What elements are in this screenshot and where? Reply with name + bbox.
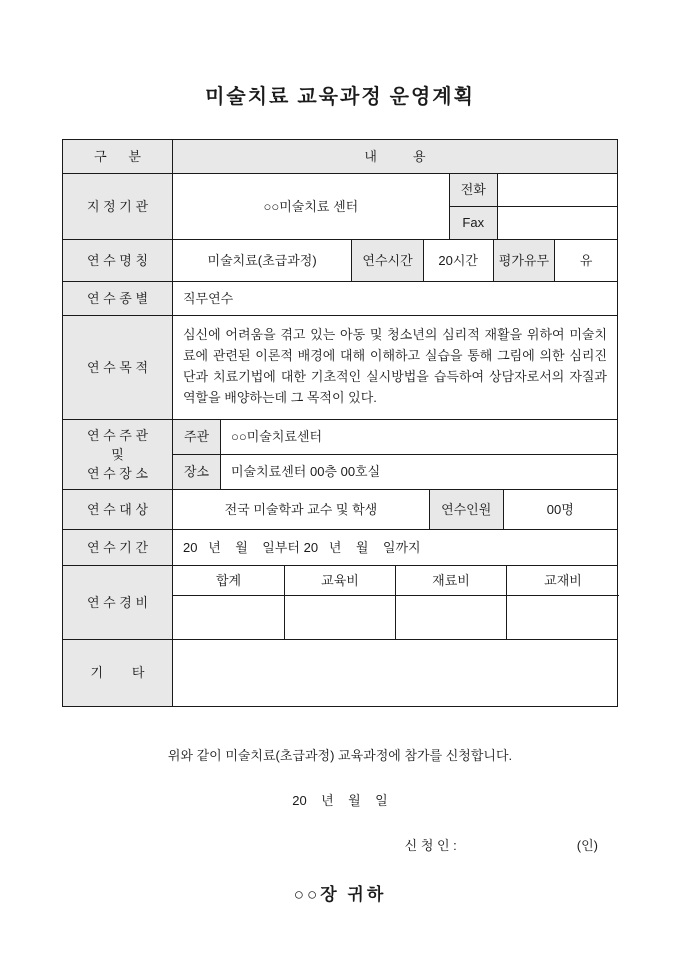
eval-value: 유	[579, 252, 593, 268]
place-subrow	[173, 455, 617, 489]
host-label	[63, 420, 173, 489]
host-value: ○○미술치료센터	[231, 429, 323, 444]
cost-header-subrow	[173, 566, 619, 596]
host-sublabel: 주관	[173, 420, 221, 454]
place-sublabel: 장소	[173, 455, 221, 489]
recipient-title: ○○장 귀하	[293, 885, 387, 904]
header-row	[63, 140, 617, 174]
cost-row	[63, 566, 617, 640]
place-value: 미술치료센터 00층 00호실	[231, 464, 381, 479]
org-contact-block	[450, 174, 617, 239]
count-label: 연수인원	[430, 490, 504, 529]
host-label-line2: 및	[111, 447, 124, 462]
hours-label: 연수시간	[352, 240, 424, 281]
hours-value: 20시간	[424, 240, 494, 281]
phone-value	[498, 174, 617, 206]
etc-label: 기 타	[63, 640, 173, 706]
cost-header-textbook: 교재비	[544, 572, 582, 588]
period-value: 20 년 월 일부터 20 년 월 일까지	[183, 539, 421, 555]
form-table	[62, 139, 618, 707]
eval-label: 평가유무	[494, 240, 556, 281]
target-label: 연 수 대 상	[63, 490, 173, 529]
document-title: 미술치료 교육과정 운영계획	[205, 86, 475, 108]
type-value: 직무연수	[183, 290, 234, 306]
cost-value-subrow	[173, 596, 619, 639]
host-label-line1: 연 수 주 관	[86, 428, 149, 443]
host-block	[173, 420, 617, 489]
fax-label: Fax	[450, 207, 498, 239]
fax-subrow	[450, 207, 617, 239]
cost-value-material	[396, 596, 507, 639]
purpose-label: 연 수 목 적	[63, 316, 173, 419]
course-row	[63, 240, 617, 282]
target-value: 전국 미술학과 교수 및 학생	[173, 490, 430, 529]
cost-block	[173, 566, 619, 639]
course-label: 연 수 명 칭	[63, 240, 173, 281]
host-row	[63, 420, 617, 490]
period-row	[63, 530, 617, 566]
header-content: 내 용	[173, 140, 617, 173]
org-row	[63, 174, 617, 240]
cost-header-total: 합계	[173, 566, 285, 595]
cost-value-textbook	[507, 596, 619, 639]
cost-header-education: 교육비	[285, 566, 396, 595]
cost-label: 연 수 경 비	[63, 566, 173, 639]
type-label: 연 수 종 별	[63, 282, 173, 315]
cost-value-total	[173, 596, 285, 639]
phone-subrow	[450, 174, 617, 207]
fax-value	[498, 207, 617, 239]
purpose-row	[63, 316, 617, 420]
header-category: 구 분	[63, 140, 173, 173]
org-label: 지 정 기 관	[63, 174, 173, 239]
count-value: 00명	[546, 501, 574, 517]
application-date: 20 년 월 일	[292, 793, 388, 808]
host-subrow	[173, 420, 617, 455]
etc-value	[173, 640, 617, 706]
applicant-row	[62, 835, 618, 854]
period-label: 연 수 기 간	[63, 530, 173, 565]
org-value: ○○미술치료 센터	[173, 174, 450, 239]
target-row	[63, 490, 617, 530]
cost-value-education	[285, 596, 396, 639]
application-statement: 위와 같이 미술치료(초급과정) 교육과정에 참가를 신청합니다.	[167, 748, 513, 763]
cost-header-material: 재료비	[396, 566, 507, 595]
course-value: 미술치료(초급과정)	[173, 240, 352, 281]
etc-row	[63, 640, 617, 706]
host-label-line3: 연 수 장 소	[86, 466, 149, 481]
type-row	[63, 282, 617, 316]
applicant-label: 신 청 인 :	[404, 838, 457, 853]
purpose-value: 심신에 어려움을 겪고 있는 아동 및 청소년의 심리적 재활을 위하여 미술치료에 관련된 이론적 배경에 대해 이해하고 실습을 통해 그림에 의한 심리진단과 치료기법에 대한 기초적인 실시방법을 습득하여 상담자로서의 자질과 역할을 배양하는데 그 목적이 있다.	[183, 327, 607, 405]
seal-label: (인)	[576, 838, 598, 853]
phone-label: 전화	[450, 174, 498, 206]
